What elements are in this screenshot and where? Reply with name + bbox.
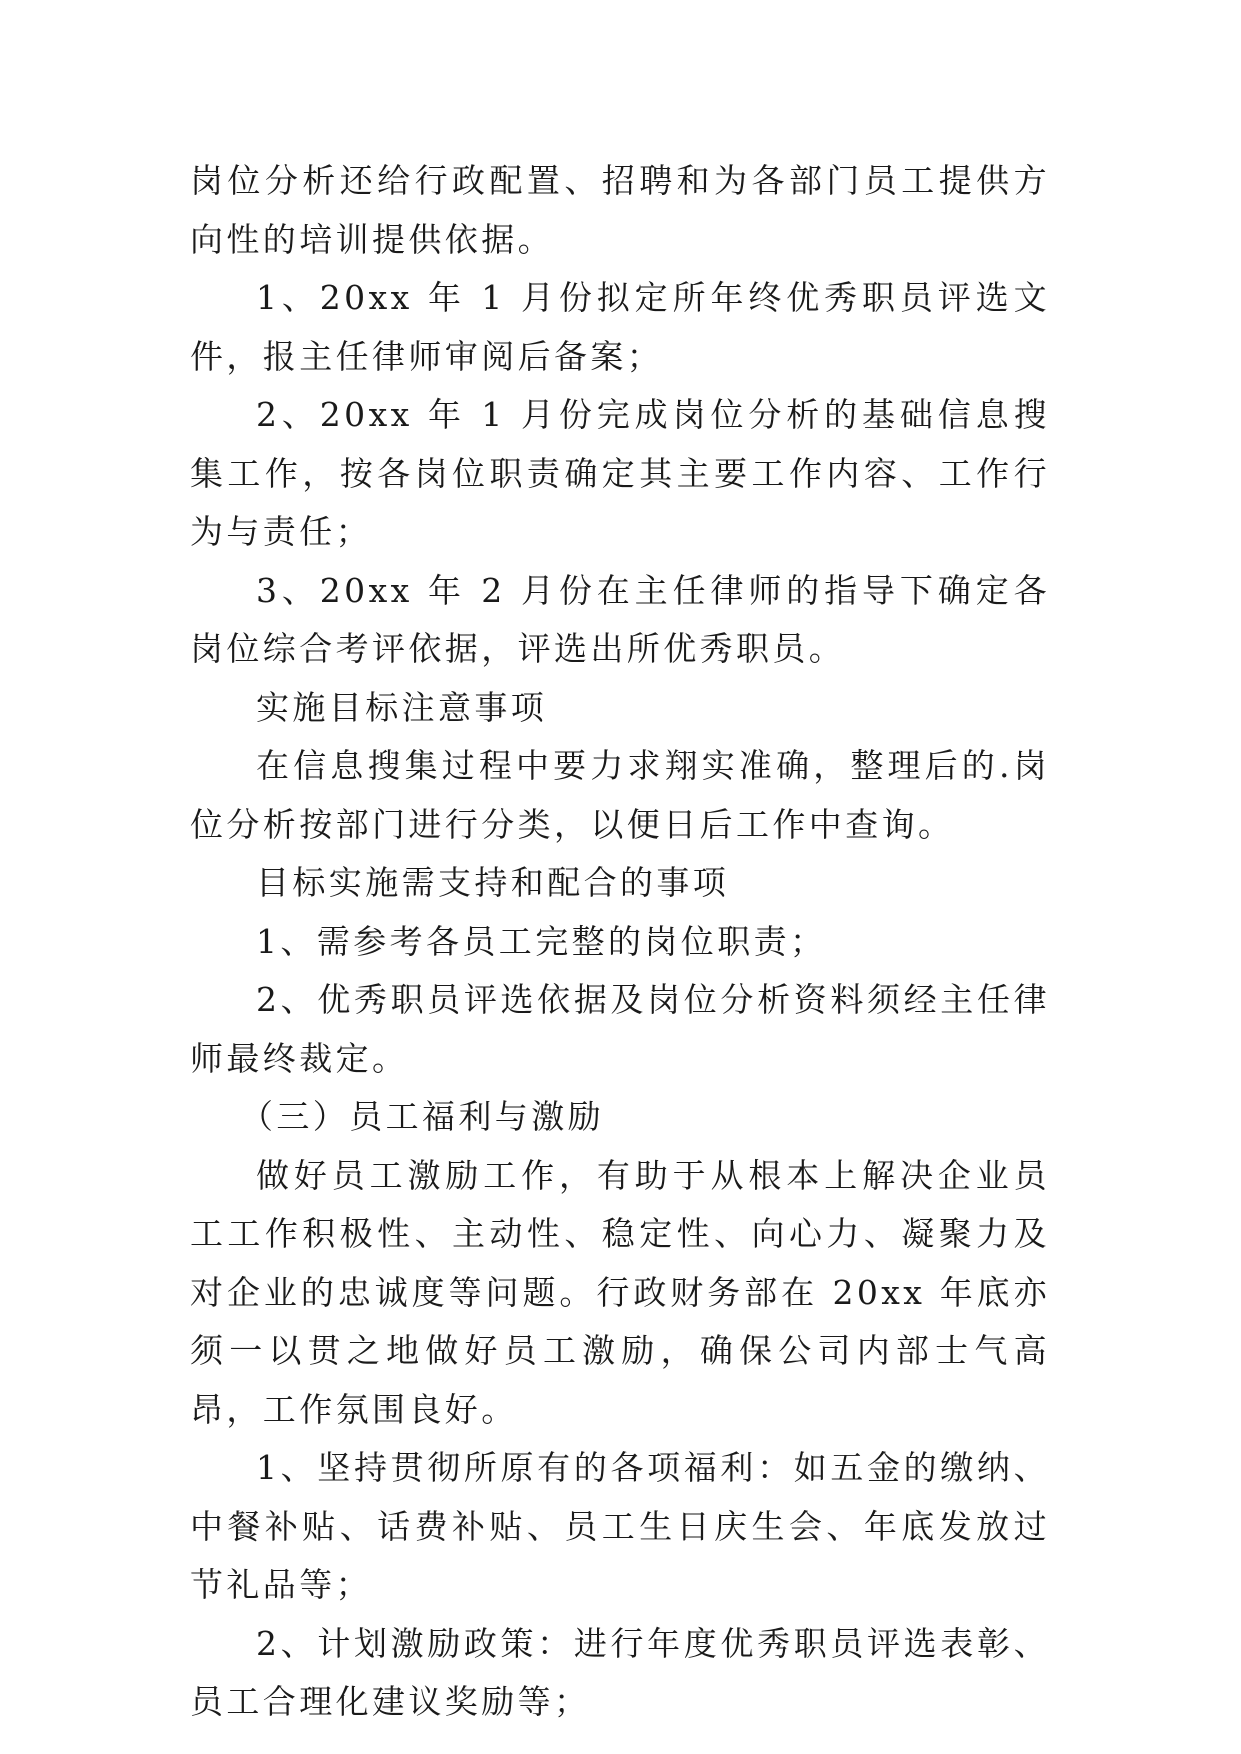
document-page xyxy=(190,152,1050,1732)
paragraph-job-analysis-basis: 岗位分析还给行政配置、招聘和为各部门员工提供方向性的培训提供依据。 xyxy=(190,161,1050,259)
paragraph-welfare-item-1: 1、坚持贯彻所原有的各项福利：如五金的缴纳、中餐补贴、话费补贴、员工生日庆生会、年底发放过节礼品等； xyxy=(190,1448,1050,1604)
paragraph-support-item-2: 2、优秀职员评选依据及岗位分析资料须经主任律师最终裁定。 xyxy=(190,980,1050,1078)
paragraph-item-2-info-collection: 2、20xx 年 1 月份完成岗位分析的基础信息搜集工作，按各岗位职责确定其主要工作内容、工作行为与责任； xyxy=(190,395,1050,551)
paragraph-item-3-evaluation-basis: 3、20xx 年 2 月份在主任律师的指导下确定各岗位综合考评依据，评选出所优秀职员。 xyxy=(190,570,1050,668)
paragraph-support-item-1: 1、需参考各员工完整的岗位职责； xyxy=(256,921,827,961)
paragraph-welfare-item-2: 2、计划激励政策：进行年度优秀职员评选表彰、员工合理化建议奖励等； xyxy=(190,1623,1050,1721)
section-heading-welfare-incentive: （三）员工福利与激励 xyxy=(240,1097,604,1136)
heading-implementation-notes: 实施目标注意事项 xyxy=(256,687,548,727)
heading-support-items: 目标实施需支持和配合的事项 xyxy=(256,863,730,902)
paragraph-info-accuracy: 在信息搜集过程中要力求翔实准确，整理后的.岗位分析按部门进行分类，以便日后工作中查询。 xyxy=(190,746,1050,844)
paragraph-incentive-intro: 做好员工激励工作，有助于从根本上解决企业员工工作积极性、主动性、稳定性、向心力、凝聚力及对企业的忠诚度等问题。行政财务部在 20xx 年底亦须一以贯之地做好员工激励，确保公司内部士气高昂，工作氛围良好。 xyxy=(190,1155,1050,1429)
paragraph-item-1-evaluation-file: 1、20xx 年 1 月份拟定所年终优秀职员评选文件，报主任律师审阅后备案； xyxy=(190,278,1050,376)
